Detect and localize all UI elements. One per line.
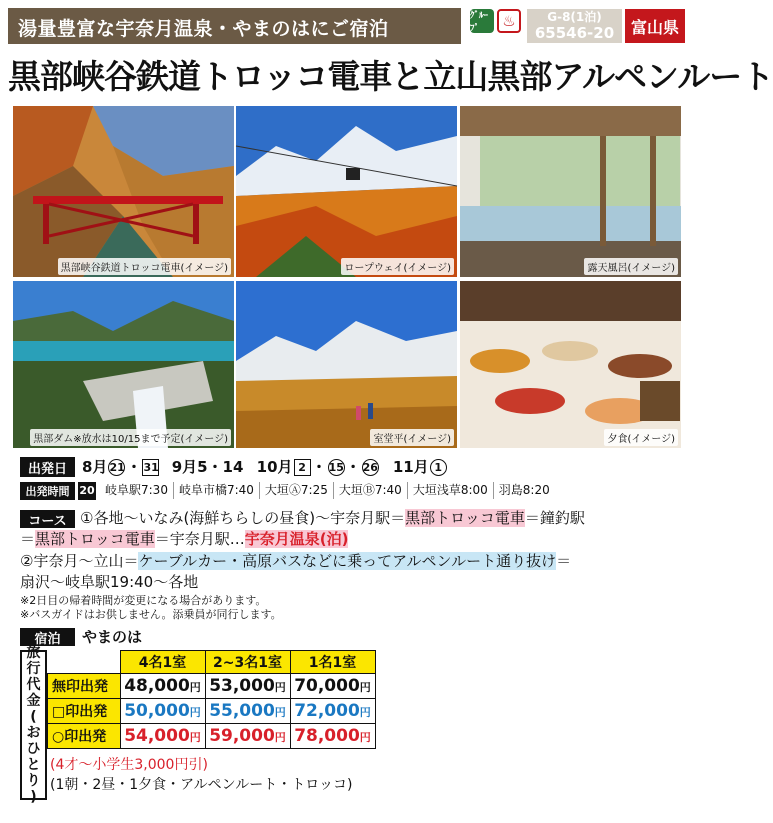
tour-code-top: G-8(1泊) bbox=[547, 10, 602, 24]
photo-ropeway bbox=[236, 106, 457, 277]
price-row bbox=[48, 674, 376, 699]
meals-note: (1朝・2昼・1夕食・アルペンルート・トロッコ) bbox=[50, 777, 353, 793]
date-square: 2 bbox=[294, 459, 311, 476]
tour-code-box bbox=[527, 9, 622, 43]
stop-item: 羽島8:20 bbox=[498, 483, 550, 497]
price-header-row bbox=[48, 651, 376, 674]
price-cell: 54,000円 bbox=[120, 724, 205, 749]
price-row-header: ○印出発 bbox=[48, 724, 121, 749]
photo-caption: 夕食(イメージ) bbox=[604, 429, 678, 446]
stop-item: 大垣Ⓑ7:40 bbox=[334, 482, 408, 499]
course-note-1: ※2日目の帰着時間が変更になる場合があります。 bbox=[20, 594, 267, 607]
photo-caption: 室堂平(イメージ) bbox=[370, 429, 454, 446]
prefecture-label: 富山県 bbox=[630, 17, 679, 37]
photo-caption: 黒部ダム※放水は10/15まで予定(イメージ) bbox=[30, 429, 231, 446]
departure-label: 出発日 bbox=[20, 457, 75, 477]
tour-code-number: 65546-20 bbox=[534, 24, 615, 42]
price-row bbox=[48, 699, 376, 724]
header-banner bbox=[8, 8, 461, 44]
rotenburo-image bbox=[460, 106, 681, 277]
time-badge: 20 bbox=[78, 482, 96, 500]
photo-torokko bbox=[13, 106, 234, 277]
course-line-4: 扇沢～岐阜駅19:40～各地 bbox=[20, 573, 199, 591]
stop-item: 岐阜駅7:30 bbox=[100, 482, 174, 499]
price-col-header: 4名1室 bbox=[120, 651, 205, 674]
photo-caption: 露天風呂(イメージ) bbox=[584, 258, 678, 275]
price-col-header: 2~3名1室 bbox=[205, 651, 290, 674]
price-cell: 55,000円 bbox=[205, 699, 290, 724]
child-discount-note: (4才～小学生3,000円引) bbox=[50, 757, 208, 773]
date-circle: 26 bbox=[362, 461, 378, 474]
date-circle: 21 bbox=[109, 461, 125, 474]
photo-rotenburo bbox=[460, 106, 681, 277]
torokko-image bbox=[13, 106, 234, 277]
departure-time-label: 出発時間 bbox=[20, 482, 75, 500]
course-line-3: ②宇奈月～立山＝ケーブルカー・高原バスなどに乗ってアルペンルート通り抜け＝ bbox=[20, 552, 572, 570]
price-cell: 70,000円 bbox=[290, 674, 375, 699]
hotel-label: 宿泊 bbox=[20, 628, 75, 646]
price-cell: 48,000円 bbox=[120, 674, 205, 699]
departure-stops bbox=[100, 482, 555, 499]
price-cell: 78,000円 bbox=[290, 724, 375, 749]
date-circle: 15 bbox=[328, 461, 344, 474]
price-col-header: 1名1室 bbox=[290, 651, 375, 674]
departure-dates: 8月 21 ・ 31 9月5・14 10月 2 ・ 15 ・ 26 11月 1 bbox=[82, 456, 448, 477]
page-title: 黒部峡谷鉄道トロッコ電車と立山黒部アルペンルート bbox=[8, 57, 773, 96]
photo-caption: 黒部峡谷鉄道トロッコ電車(イメージ) bbox=[58, 258, 231, 275]
price-cell: 72,000円 bbox=[290, 699, 375, 724]
course-note-2: ※バスガイドはお供しません。添乗員が同行します。 bbox=[20, 608, 282, 621]
price-row-header: 無印出発 bbox=[48, 674, 121, 699]
prefecture-badge bbox=[625, 9, 685, 43]
stop-item: 大垣Ⓐ7:25 bbox=[260, 482, 334, 499]
price-row-header: □印出発 bbox=[48, 699, 121, 724]
dinner-image bbox=[460, 281, 681, 448]
stop-item: 大垣浅草8:00 bbox=[408, 482, 494, 499]
price-cell: 59,000円 bbox=[205, 724, 290, 749]
kurobe-dam-image bbox=[13, 281, 234, 448]
price-table bbox=[47, 650, 376, 749]
photo-murodo bbox=[236, 281, 457, 448]
photo-kurobe-dam bbox=[13, 281, 234, 448]
ropeway-image bbox=[236, 106, 457, 277]
murodo-image bbox=[236, 281, 457, 448]
course-line-2: ＝黒部トロッコ電車＝宇奈月駅…宇奈月温泉(泊) bbox=[20, 530, 349, 548]
price-cell: 50,000円 bbox=[120, 699, 205, 724]
onsen-icon: ♨ bbox=[497, 9, 521, 33]
photo-dinner bbox=[460, 281, 681, 448]
stop-item: 岐阜市橋7:40 bbox=[174, 482, 260, 499]
price-row bbox=[48, 724, 376, 749]
date-circle: 1 bbox=[430, 459, 447, 476]
course-line-1: ①各地～いなみ(海鮮ちらしの昼食)～宇奈月駅＝黒部トロッコ電車＝鐘釣駅 bbox=[80, 509, 585, 527]
photo-caption: ロープウェイ(イメージ) bbox=[341, 258, 454, 275]
hotel-name: やまのは bbox=[82, 628, 143, 646]
course-label: コース bbox=[20, 510, 75, 528]
date-square: 31 bbox=[143, 461, 159, 474]
group-icon: ｸﾞﾙｰﾌﾟ bbox=[470, 9, 494, 33]
banner-text: 湯量豊富な宇奈月温泉・やまのはにご宿泊 bbox=[18, 18, 389, 40]
price-vertical-label: 旅 行 代 金 ( お ひ と り ) bbox=[20, 650, 47, 800]
price-cell: 53,000円 bbox=[205, 674, 290, 699]
